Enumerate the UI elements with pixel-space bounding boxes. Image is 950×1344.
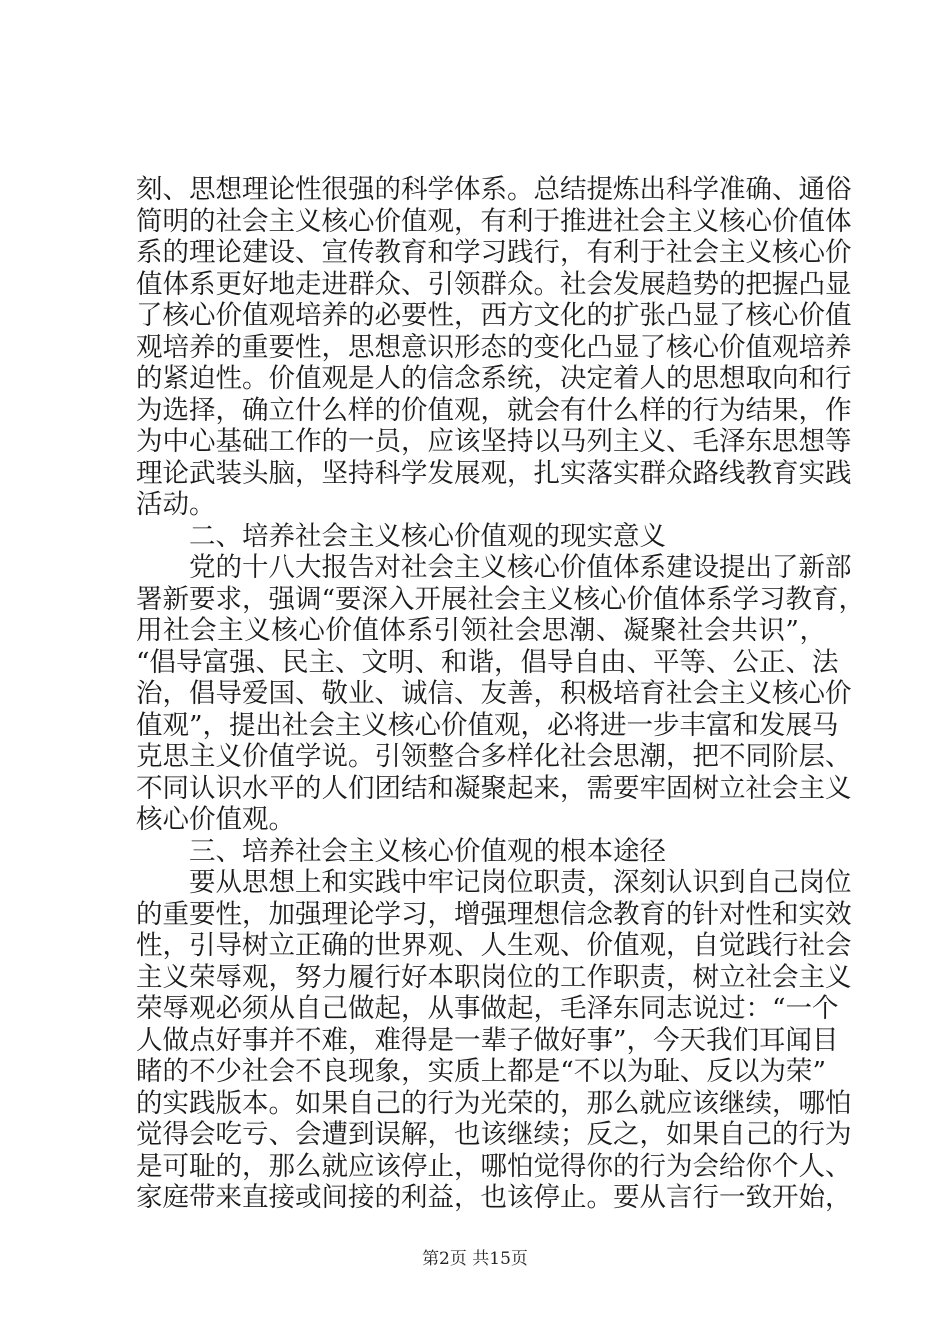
text-line: 观培养的重要性，思想意识形态的变化凸显了核心价值观培养	[136, 331, 852, 363]
text-line: 是可耻的，那么就应该停止，哪怕觉得你的行为会给你个人、	[136, 1150, 852, 1182]
text-line: 治，倡导爱国、敬业、诚信、友善，积极培育社会主义核心价	[136, 678, 852, 709]
text-line: 的紧迫性。价值观是人的信念系统，决定着人的思想取向和行	[136, 363, 852, 394]
text-line: 为选择，确立什么样的价值观，就会有什么样的行为结果，作	[136, 394, 852, 426]
text-line: 用社会主义核心价值体系引领社会思潮、凝聚社会共识”，	[136, 615, 826, 646]
section-heading-3: 三、培养社会主义核心价值观的根本途径	[189, 835, 666, 867]
text-line: 系的理论建设、宣传教育和学习践行，有利于社会主义核心价	[136, 237, 852, 268]
text-line: 署新要求，强调“要深入开展社会主义核心价值体系学习教育，	[136, 583, 866, 615]
text-line: 活动。	[136, 489, 216, 520]
document-body	[136, 174, 866, 1214]
text-line: 核心价值观。	[136, 804, 295, 835]
paragraph-3	[136, 867, 852, 1214]
page-footer: 第2页 共15页	[422, 1249, 528, 1269]
paragraph-1	[136, 174, 852, 521]
text-line: 家庭带来直接或间接的利益，也该停止。要从言行一致开始，	[136, 1182, 852, 1213]
text-line: 觉得会吃亏、会遭到误解，也该继续；反之，如果自己的行为	[136, 1119, 852, 1150]
text-line: 荣辱观必须从自己做起，从事做起，毛泽东同志说过：“一个	[136, 993, 839, 1024]
text-line: 理论武装头脑，坚持科学发展观，扎实落实群众路线教育实践	[136, 457, 852, 489]
text-line: 刻、思想理论性很强的科学体系。总结提炼出科学准确、通俗	[136, 174, 852, 205]
text-line: 性，引导树立正确的世界观、人生观、价值观，自觉践行社会	[136, 930, 852, 961]
text-line: 主义荣辱观，努力履行好本职岗位的工作职责，树立社会主义	[136, 961, 852, 993]
text-line: 克思主义价值学说。引领整合多样化社会思潮，把不同阶层、	[136, 741, 852, 772]
text-line: 要从思想上和实践中牢记岗位职责，深刻认识到自己岗位	[189, 867, 852, 898]
text-line: 简明的社会主义核心价值观，有利于推进社会主义核心价值体	[136, 205, 852, 237]
text-line: 人做点好事并不难，难得是一辈子做好事”，今天我们耳闻目	[136, 1024, 839, 1056]
text-line: 值观”，提出社会主义核心价值观，必将进一步丰富和发展马	[136, 709, 839, 741]
paragraph-2	[136, 552, 866, 836]
text-line: 为中心基础工作的一员，应该坚持以马列主义、毛泽东思想等	[136, 426, 852, 457]
text-line: 的实践版本。如果自己的行为光荣的，那么就应该继续，哪怕	[136, 1087, 852, 1119]
text-line: 的重要性，加强理论学习，增强理想信念教育的针对性和实效	[136, 898, 852, 930]
text-line: 睹的不少社会不良现象，实质上都是“不以为耻、反以为荣”	[136, 1056, 826, 1087]
text-line: 了核心价值观培养的必要性，西方文化的扩张凸显了核心价值	[136, 300, 852, 331]
text-line: 不同认识水平的人们团结和凝聚起来，需要牢固树立社会主义	[136, 772, 852, 804]
text-line: “倡导富强、民主、文明、和谐，倡导自由、平等、公正、法	[136, 646, 839, 678]
text-line: 党的十八大报告对社会主义核心价值体系建设提出了新部	[189, 552, 852, 583]
text-line: 值体系更好地走进群众、引领群众。社会发展趋势的把握凸显	[136, 268, 852, 300]
section-heading-2: 二、培养社会主义核心价值观的现实意义	[189, 520, 666, 552]
